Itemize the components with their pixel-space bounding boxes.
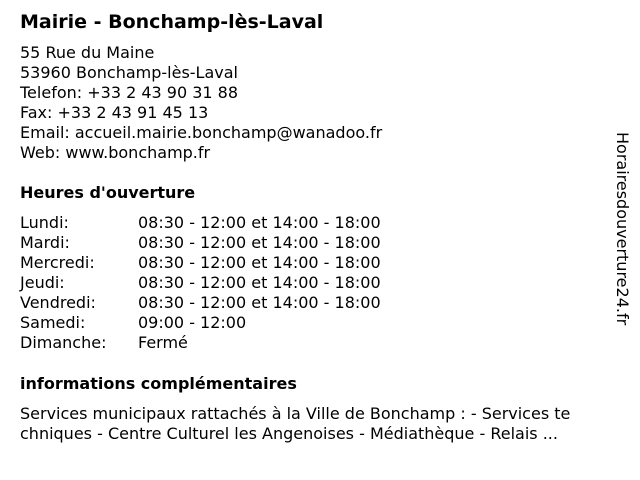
info-heading: informations complémentaires (20, 374, 297, 393)
fax-number: Fax: +33 2 43 91 45 13 (20, 103, 209, 122)
contact-block (20, 43, 382, 163)
address-street: 55 Rue du Maine (20, 43, 155, 62)
time-value: 09:00 - 12:00 (138, 313, 247, 332)
time-value: 08:30 - 12:00 et 14:00 - 18:00 (138, 213, 381, 232)
hours-row-wednesday (20, 253, 381, 273)
day-label: Vendredi: (20, 293, 96, 312)
hours-heading: Heures d'ouverture (20, 183, 196, 202)
time-value: 08:30 - 12:00 et 14:00 - 18:00 (138, 293, 381, 312)
address-city: 53960 Bonchamp-lès-Laval (20, 63, 238, 82)
info-description (20, 404, 620, 444)
time-value: Fermé (138, 333, 188, 352)
website-address: Web: www.bonchamp.fr (20, 143, 211, 162)
phone-number: Telefon: +33 2 43 90 31 88 (20, 83, 239, 102)
day-label: Lundi: (20, 213, 69, 232)
page-title: Mairie - Bonchamp-lès-Laval (20, 11, 324, 33)
info-line: chniques - Centre Culturel les Angenoises - Médiathèque - Relais ... (20, 424, 558, 443)
hours-row-sunday (20, 333, 381, 353)
hours-row-friday (20, 293, 381, 313)
hours-row-monday (20, 213, 381, 233)
email-address: Email: accueil.mairie.bonchamp@wanadoo.fr (20, 123, 383, 142)
day-label: Samedi: (20, 313, 86, 332)
side-brand-watermark (611, 132, 633, 352)
hours-row-saturday (20, 313, 381, 333)
day-label: Dimanche: (20, 333, 107, 352)
info-line: Services municipaux rattachés à la Ville de Bonchamp : - Services te (20, 404, 571, 423)
hours-row-tuesday (20, 233, 381, 253)
side-brand-text: Horairesdouverture24.fr (613, 132, 632, 326)
time-value: 08:30 - 12:00 et 14:00 - 18:00 (138, 233, 381, 252)
day-label: Mercredi: (20, 253, 95, 272)
opening-hours-table (20, 213, 381, 353)
hours-row-thursday (20, 273, 381, 293)
day-label: Jeudi: (20, 273, 65, 292)
day-label: Mardi: (20, 233, 70, 252)
time-value: 08:30 - 12:00 et 14:00 - 18:00 (138, 253, 381, 272)
time-value: 08:30 - 12:00 et 14:00 - 18:00 (138, 273, 381, 292)
